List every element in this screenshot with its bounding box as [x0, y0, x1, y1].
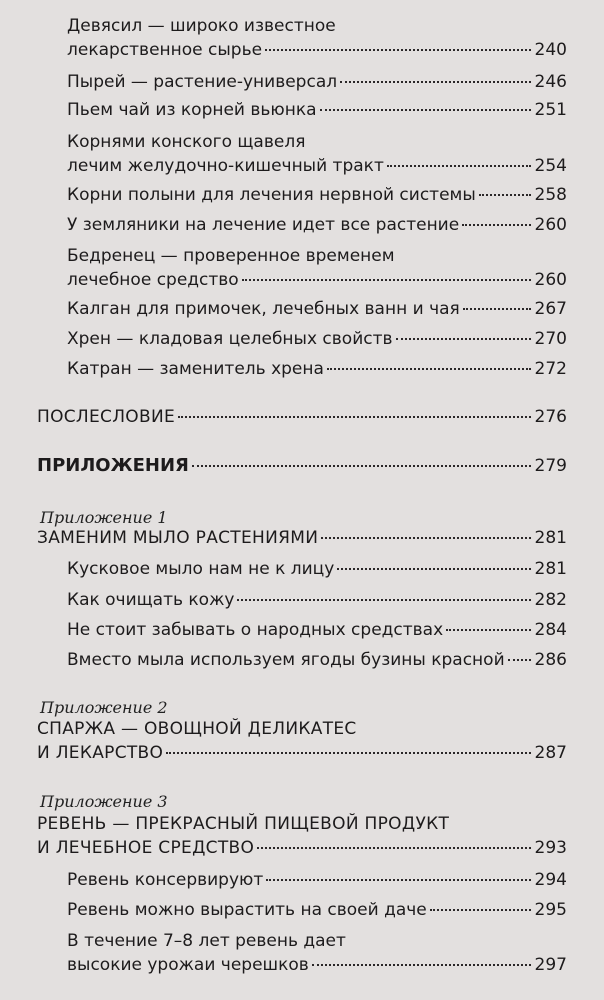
dot-leader [166, 752, 530, 754]
page-number: 279 [534, 456, 567, 476]
dot-leader [508, 659, 531, 661]
dot-leader [266, 879, 530, 881]
appendices-title: ПРИЛОЖЕНИЯ [37, 455, 189, 476]
appendix-label: Приложение 3 [40, 792, 168, 811]
afterword-title: ПОСЛЕСЛОВИЕ [37, 407, 176, 427]
dot-leader [265, 49, 530, 51]
toc-entry [67, 648, 567, 672]
toc-entry [67, 588, 567, 612]
appendix-title-line: И ЛЕКАРСТВО [37, 743, 164, 763]
appendix-title [37, 526, 567, 550]
dot-leader [396, 338, 531, 340]
toc-entry [67, 98, 567, 122]
page-number: 240 [534, 40, 567, 60]
toc-entry-title: Калган для примочек, лечебных ванн и чая [67, 299, 460, 319]
toc-entry [67, 213, 567, 237]
dot-leader [237, 599, 530, 601]
page-number: 272 [534, 359, 567, 379]
appendix-title-line: РЕВЕНЬ — ПРЕКРАСНЫЙ ПИЩЕВОЙ ПРОДУКТ [37, 814, 450, 834]
page-number: 254 [534, 156, 567, 176]
appendix-title [37, 812, 567, 860]
toc-entry [67, 130, 567, 178]
toc-entry-line: Девясил — широко известное [67, 16, 336, 36]
dot-leader [178, 416, 531, 418]
toc-entry-title: Пырей — растение-универсал [67, 72, 338, 92]
page-number: 284 [534, 620, 567, 640]
page-number: 286 [534, 650, 567, 670]
page-number: 282 [534, 590, 567, 610]
page-number: 260 [534, 215, 567, 235]
toc-entry [67, 898, 567, 922]
toc-entry [67, 70, 567, 94]
page-number: 293 [534, 838, 567, 858]
dot-leader [337, 568, 530, 570]
toc-entry-title: Корни полыни для лечения нервной системы [67, 185, 476, 205]
dot-leader [446, 629, 530, 631]
dot-leader [242, 279, 531, 281]
page-number: 281 [534, 559, 567, 579]
toc-entry [67, 557, 567, 581]
toc-entry [67, 868, 567, 892]
page-number: 287 [534, 743, 567, 763]
dot-leader [479, 194, 531, 196]
page-number: 294 [534, 870, 567, 890]
appendix-label: Приложение 2 [40, 698, 168, 717]
toc-entry-title: Пьем чай из корней вьюнка [67, 100, 317, 120]
toc-entry-title: Кусковое мыло нам не к лицу [67, 559, 335, 579]
toc-entry-line: лечим желудочно-кишечный тракт [67, 156, 384, 176]
toc-entry-line: Корнями конского щавеля [67, 132, 306, 152]
toc-entry-title: Не стоит забывать о народных средствах [67, 620, 444, 640]
toc-entry [67, 929, 567, 977]
toc-entry-title: Ревень консервируют [67, 870, 264, 890]
page-number: 297 [534, 955, 567, 975]
toc-entry-title: Ревень можно вырастить на своей даче [67, 900, 427, 920]
dot-leader [430, 909, 531, 911]
toc-entry-line: высокие урожаи черешков [67, 955, 309, 975]
page-number: 258 [534, 185, 567, 205]
page-number: 295 [534, 900, 567, 920]
dot-leader [387, 165, 531, 167]
toc-entry-title: Как очищать кожу [67, 590, 235, 610]
dot-leader [257, 847, 530, 849]
toc-entry-title: Хрен — кладовая целебных свойств [67, 329, 393, 349]
dot-leader [327, 368, 531, 370]
dot-leader [463, 308, 531, 310]
toc-entry [67, 618, 567, 642]
dot-leader [321, 537, 530, 539]
toc-afterword [37, 405, 567, 429]
toc-entry-title: Вместо мыла используем ягоды бузины красной [67, 650, 505, 670]
dot-leader [192, 465, 531, 467]
toc-entry-title: У земляники на лечение идет все растение [67, 215, 460, 235]
page-number: 270 [534, 329, 567, 349]
page-number: 260 [534, 270, 567, 290]
toc-entry [67, 357, 567, 381]
toc-entry-title: Катран — заменитель хрена [67, 359, 324, 379]
toc-appendices [37, 454, 567, 478]
dot-leader [340, 81, 530, 83]
toc-entry [67, 297, 567, 321]
toc-entry-line: Бедренец — проверенное временем [67, 246, 395, 266]
toc-entry [67, 244, 567, 292]
appendix-title-line: СПАРЖА — ОВОЩНОЙ ДЕЛИКАТЕС [37, 719, 357, 739]
toc-entry [67, 327, 567, 351]
toc-entry-line: лекарственное сырье [67, 40, 263, 60]
toc-entry [67, 14, 567, 62]
page-number: 267 [534, 299, 567, 319]
toc-entry [67, 183, 567, 207]
appendix-title-text: ЗАМЕНИМ МЫЛО РАСТЕНИЯМИ [37, 528, 319, 548]
appendix-title-line: И ЛЕЧЕБНОЕ СРЕДСТВО [37, 838, 255, 858]
appendix-label: Приложение 1 [40, 508, 168, 527]
page-number: 251 [534, 100, 567, 120]
page-number: 246 [534, 72, 567, 92]
page-number: 276 [534, 407, 567, 427]
toc-entry-line: лечебное средство [67, 270, 239, 290]
dot-leader [462, 224, 530, 226]
page-number: 281 [534, 528, 567, 548]
dot-leader [320, 109, 531, 111]
appendix-title [37, 717, 567, 765]
dot-leader [312, 964, 531, 966]
toc-entry-line: В течение 7–8 лет ревень дает [67, 931, 346, 951]
